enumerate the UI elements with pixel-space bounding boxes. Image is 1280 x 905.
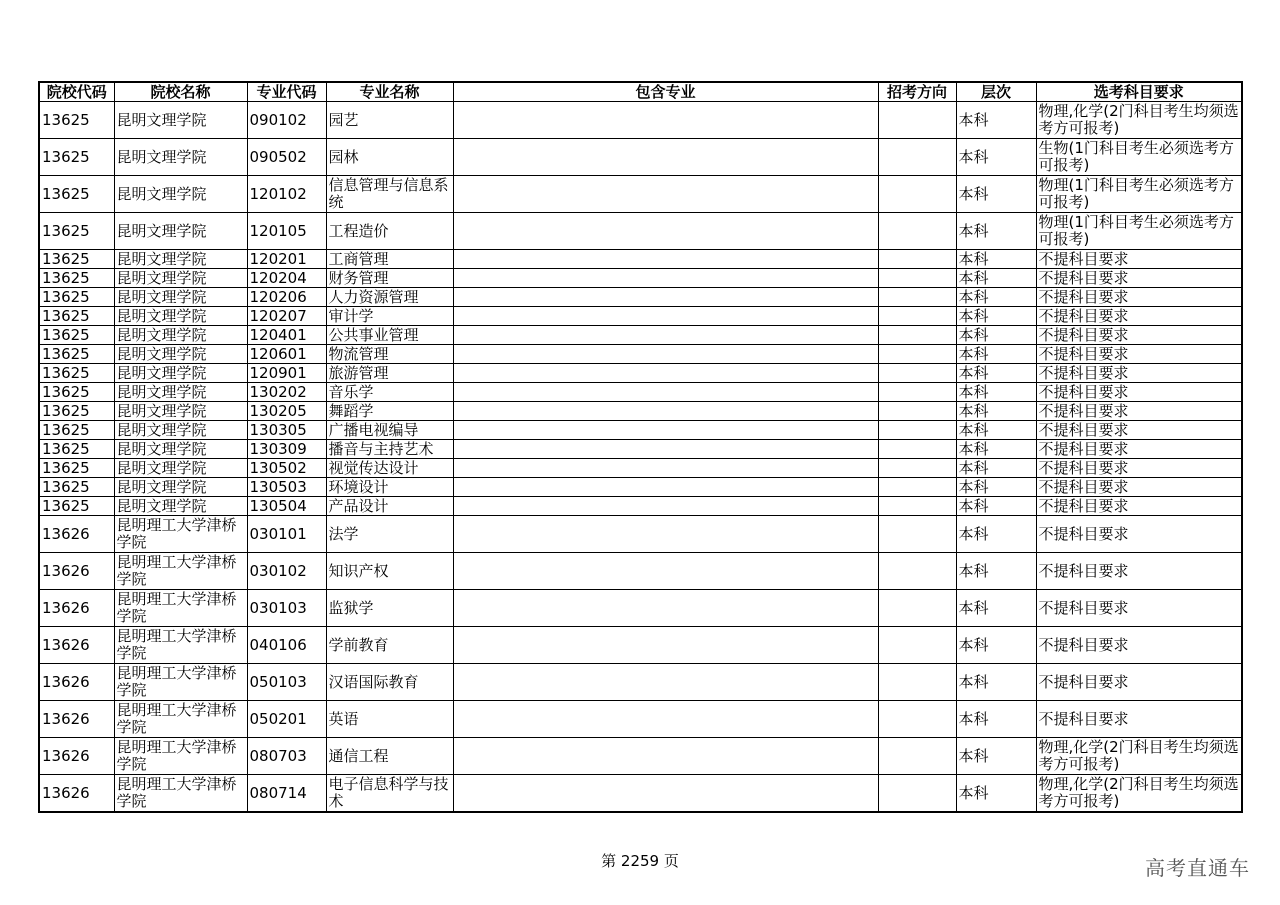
cell-level: 本科: [956, 516, 1036, 553]
cell-level: 本科: [956, 440, 1036, 459]
cell-subject-requirement: 不提科目要求: [1036, 590, 1242, 627]
table-row: [39, 288, 1242, 307]
cell-major-name: 电子信息科学与技术: [326, 775, 453, 813]
cell-direction: [878, 213, 956, 250]
table-row: [39, 269, 1242, 288]
cell-direction: [878, 664, 956, 701]
cell-major-name: 英语: [326, 701, 453, 738]
cell-school-code: 13625: [39, 102, 114, 139]
cell-school-name: 昆明文理学院: [114, 440, 247, 459]
cell-school-name: 昆明文理学院: [114, 497, 247, 516]
cell-direction: [878, 326, 956, 345]
cell-major-name: 园艺: [326, 102, 453, 139]
cell-included-majors: [453, 213, 878, 250]
cell-major-code: 120204: [247, 269, 326, 288]
cell-level: 本科: [956, 250, 1036, 269]
cell-included-majors: [453, 664, 878, 701]
table-row: [39, 421, 1242, 440]
cell-major-name: 舞蹈学: [326, 402, 453, 421]
header-subject-requirement: 选考科目要求: [1036, 82, 1242, 102]
cell-included-majors: [453, 288, 878, 307]
cell-major-name: 工程造价: [326, 213, 453, 250]
cell-major-code: 120207: [247, 307, 326, 326]
cell-subject-requirement: 生物(1门科目考生必须选考方可报考): [1036, 139, 1242, 176]
cell-major-code: 120105: [247, 213, 326, 250]
cell-included-majors: [453, 738, 878, 775]
cell-subject-requirement: 物理,化学(2门科目考生均须选考方可报考): [1036, 738, 1242, 775]
cell-major-code: 120401: [247, 326, 326, 345]
cell-school-code: 13625: [39, 326, 114, 345]
cell-major-code: 120102: [247, 176, 326, 213]
cell-school-code: 13625: [39, 288, 114, 307]
cell-level: 本科: [956, 497, 1036, 516]
cell-included-majors: [453, 440, 878, 459]
cell-included-majors: [453, 627, 878, 664]
cell-major-name: 旅游管理: [326, 364, 453, 383]
cell-major-name: 播音与主持艺术: [326, 440, 453, 459]
table-row: [39, 478, 1242, 497]
cell-subject-requirement: 不提科目要求: [1036, 627, 1242, 664]
table-row: [39, 139, 1242, 176]
table-row: [39, 364, 1242, 383]
cell-school-code: 13625: [39, 421, 114, 440]
cell-included-majors: [453, 459, 878, 478]
header-direction: 招考方向: [878, 82, 956, 102]
table-row: [39, 775, 1242, 813]
table-row: [39, 627, 1242, 664]
cell-major-code: 080703: [247, 738, 326, 775]
cell-direction: [878, 288, 956, 307]
cell-subject-requirement: 物理(1门科目考生必须选考方可报考): [1036, 176, 1242, 213]
cell-major-name: 法学: [326, 516, 453, 553]
cell-major-name: 知识产权: [326, 553, 453, 590]
cell-level: 本科: [956, 478, 1036, 497]
cell-included-majors: [453, 701, 878, 738]
cell-major-code: 120201: [247, 250, 326, 269]
header-school-code: 院校代码: [39, 82, 114, 102]
cell-major-code: 130309: [247, 440, 326, 459]
cell-major-code: 120206: [247, 288, 326, 307]
cell-school-code: 13625: [39, 176, 114, 213]
table-row: [39, 459, 1242, 478]
cell-major-code: 040106: [247, 627, 326, 664]
cell-level: 本科: [956, 176, 1036, 213]
cell-major-name: 物流管理: [326, 345, 453, 364]
cell-major-code: 120901: [247, 364, 326, 383]
cell-level: 本科: [956, 627, 1036, 664]
table-row: [39, 326, 1242, 345]
table-body: [39, 102, 1242, 813]
cell-school-name: 昆明文理学院: [114, 364, 247, 383]
cell-direction: [878, 250, 956, 269]
cell-included-majors: [453, 775, 878, 813]
cell-included-majors: [453, 402, 878, 421]
cell-direction: [878, 497, 956, 516]
table-row: [39, 102, 1242, 139]
cell-school-name: 昆明理工大学津桥学院: [114, 738, 247, 775]
cell-school-code: 13626: [39, 590, 114, 627]
cell-included-majors: [453, 553, 878, 590]
cell-included-majors: [453, 250, 878, 269]
cell-level: 本科: [956, 664, 1036, 701]
cell-school-code: 13625: [39, 269, 114, 288]
table-row: [39, 345, 1242, 364]
cell-school-name: 昆明理工大学津桥学院: [114, 590, 247, 627]
cell-subject-requirement: 不提科目要求: [1036, 383, 1242, 402]
cell-direction: [878, 345, 956, 364]
cell-major-name: 园林: [326, 139, 453, 176]
header-major-code: 专业代码: [247, 82, 326, 102]
table-row: [39, 440, 1242, 459]
cell-school-code: 13625: [39, 307, 114, 326]
table-row: [39, 553, 1242, 590]
cell-major-code: 130502: [247, 459, 326, 478]
cell-subject-requirement: 不提科目要求: [1036, 440, 1242, 459]
cell-major-code: 130305: [247, 421, 326, 440]
cell-level: 本科: [956, 421, 1036, 440]
cell-direction: [878, 516, 956, 553]
cell-school-code: 13625: [39, 459, 114, 478]
cell-school-name: 昆明理工大学津桥学院: [114, 775, 247, 813]
cell-direction: [878, 627, 956, 664]
cell-level: 本科: [956, 102, 1036, 139]
cell-school-code: 13626: [39, 627, 114, 664]
cell-included-majors: [453, 383, 878, 402]
cell-school-name: 昆明理工大学津桥学院: [114, 516, 247, 553]
cell-level: 本科: [956, 326, 1036, 345]
cell-subject-requirement: 不提科目要求: [1036, 288, 1242, 307]
cell-school-code: 13626: [39, 664, 114, 701]
cell-level: 本科: [956, 553, 1036, 590]
cell-level: 本科: [956, 738, 1036, 775]
cell-school-code: 13626: [39, 775, 114, 813]
cell-school-code: 13626: [39, 738, 114, 775]
cell-school-code: 13625: [39, 250, 114, 269]
cell-school-name: 昆明理工大学津桥学院: [114, 664, 247, 701]
cell-major-name: 学前教育: [326, 627, 453, 664]
cell-school-code: 13625: [39, 345, 114, 364]
cell-included-majors: [453, 102, 878, 139]
cell-school-name: 昆明文理学院: [114, 139, 247, 176]
cell-major-code: 130503: [247, 478, 326, 497]
cell-school-name: 昆明文理学院: [114, 459, 247, 478]
cell-included-majors: [453, 307, 878, 326]
cell-school-code: 13625: [39, 497, 114, 516]
cell-school-code: 13626: [39, 701, 114, 738]
table-row: [39, 250, 1242, 269]
cell-school-name: 昆明文理学院: [114, 176, 247, 213]
cell-level: 本科: [956, 701, 1036, 738]
cell-included-majors: [453, 326, 878, 345]
cell-direction: [878, 701, 956, 738]
header-level: 层次: [956, 82, 1036, 102]
cell-school-name: 昆明理工大学津桥学院: [114, 627, 247, 664]
cell-school-name: 昆明文理学院: [114, 213, 247, 250]
cell-school-code: 13625: [39, 383, 114, 402]
table-header-row: [39, 82, 1242, 102]
cell-level: 本科: [956, 590, 1036, 627]
cell-subject-requirement: 不提科目要求: [1036, 553, 1242, 590]
cell-major-code: 130205: [247, 402, 326, 421]
cell-direction: [878, 402, 956, 421]
cell-school-name: 昆明文理学院: [114, 402, 247, 421]
cell-school-name: 昆明文理学院: [114, 383, 247, 402]
cell-level: 本科: [956, 775, 1036, 813]
cell-major-name: 汉语国际教育: [326, 664, 453, 701]
cell-included-majors: [453, 421, 878, 440]
table-row: [39, 383, 1242, 402]
table-row: [39, 516, 1242, 553]
cell-major-name: 公共事业管理: [326, 326, 453, 345]
cell-subject-requirement: 不提科目要求: [1036, 421, 1242, 440]
table-row: [39, 664, 1242, 701]
cell-major-name: 视觉传达设计: [326, 459, 453, 478]
cell-level: 本科: [956, 269, 1036, 288]
cell-subject-requirement: 不提科目要求: [1036, 497, 1242, 516]
cell-major-name: 产品设计: [326, 497, 453, 516]
cell-direction: [878, 738, 956, 775]
cell-school-name: 昆明文理学院: [114, 478, 247, 497]
cell-subject-requirement: 物理,化学(2门科目考生均须选考方可报考): [1036, 102, 1242, 139]
cell-major-code: 030102: [247, 553, 326, 590]
cell-school-code: 13626: [39, 553, 114, 590]
cell-direction: [878, 383, 956, 402]
cell-included-majors: [453, 269, 878, 288]
cell-direction: [878, 139, 956, 176]
table-row: [39, 701, 1242, 738]
cell-subject-requirement: 不提科目要求: [1036, 478, 1242, 497]
cell-subject-requirement: 不提科目要求: [1036, 269, 1242, 288]
cell-major-code: 050201: [247, 701, 326, 738]
cell-direction: [878, 364, 956, 383]
cell-major-code: 030101: [247, 516, 326, 553]
cell-major-code: 130202: [247, 383, 326, 402]
cell-major-code: 090102: [247, 102, 326, 139]
cell-school-name: 昆明文理学院: [114, 102, 247, 139]
cell-level: 本科: [956, 364, 1036, 383]
cell-level: 本科: [956, 383, 1036, 402]
table-row: [39, 176, 1242, 213]
cell-subject-requirement: 不提科目要求: [1036, 345, 1242, 364]
watermark-text: 高考直通车: [1145, 856, 1250, 880]
cell-major-name: 音乐学: [326, 383, 453, 402]
cell-included-majors: [453, 478, 878, 497]
cell-major-name: 人力资源管理: [326, 288, 453, 307]
cell-direction: [878, 176, 956, 213]
cell-direction: [878, 307, 956, 326]
cell-school-code: 13626: [39, 516, 114, 553]
table-row: [39, 590, 1242, 627]
cell-major-name: 信息管理与信息系统: [326, 176, 453, 213]
cell-included-majors: [453, 176, 878, 213]
cell-school-code: 13625: [39, 478, 114, 497]
cell-level: 本科: [956, 213, 1036, 250]
admissions-table: [38, 81, 1243, 813]
cell-subject-requirement: 不提科目要求: [1036, 516, 1242, 553]
cell-major-name: 广播电视编导: [326, 421, 453, 440]
cell-major-name: 监狱学: [326, 590, 453, 627]
cell-level: 本科: [956, 459, 1036, 478]
cell-level: 本科: [956, 288, 1036, 307]
cell-major-name: 财务管理: [326, 269, 453, 288]
table-row: [39, 402, 1242, 421]
cell-major-name: 工商管理: [326, 250, 453, 269]
table-row: [39, 307, 1242, 326]
cell-level: 本科: [956, 402, 1036, 421]
cell-school-name: 昆明文理学院: [114, 345, 247, 364]
cell-school-name: 昆明文理学院: [114, 326, 247, 345]
cell-direction: [878, 590, 956, 627]
cell-subject-requirement: 不提科目要求: [1036, 701, 1242, 738]
cell-school-name: 昆明理工大学津桥学院: [114, 553, 247, 590]
cell-subject-requirement: 不提科目要求: [1036, 326, 1242, 345]
cell-school-name: 昆明文理学院: [114, 421, 247, 440]
cell-subject-requirement: 不提科目要求: [1036, 402, 1242, 421]
cell-school-name: 昆明文理学院: [114, 250, 247, 269]
cell-direction: [878, 421, 956, 440]
header-school-name: 院校名称: [114, 82, 247, 102]
cell-subject-requirement: 不提科目要求: [1036, 250, 1242, 269]
cell-included-majors: [453, 497, 878, 516]
table-row: [39, 213, 1242, 250]
header-included-majors: 包含专业: [453, 82, 878, 102]
cell-school-code: 13625: [39, 440, 114, 459]
cell-major-code: 050103: [247, 664, 326, 701]
cell-direction: [878, 102, 956, 139]
cell-direction: [878, 440, 956, 459]
cell-major-code: 130504: [247, 497, 326, 516]
cell-major-name: 通信工程: [326, 738, 453, 775]
cell-major-code: 030103: [247, 590, 326, 627]
cell-subject-requirement: 不提科目要求: [1036, 364, 1242, 383]
cell-subject-requirement: 不提科目要求: [1036, 459, 1242, 478]
cell-school-code: 13625: [39, 213, 114, 250]
cell-school-code: 13625: [39, 402, 114, 421]
cell-major-name: 环境设计: [326, 478, 453, 497]
cell-level: 本科: [956, 139, 1036, 176]
cell-direction: [878, 269, 956, 288]
cell-subject-requirement: 物理,化学(2门科目考生均须选考方可报考): [1036, 775, 1242, 813]
cell-direction: [878, 553, 956, 590]
cell-subject-requirement: 不提科目要求: [1036, 307, 1242, 326]
cell-major-code: 080714: [247, 775, 326, 813]
cell-school-name: 昆明文理学院: [114, 269, 247, 288]
cell-direction: [878, 459, 956, 478]
cell-included-majors: [453, 139, 878, 176]
cell-included-majors: [453, 590, 878, 627]
cell-subject-requirement: 物理(1门科目考生必须选考方可报考): [1036, 213, 1242, 250]
cell-included-majors: [453, 364, 878, 383]
cell-direction: [878, 478, 956, 497]
cell-major-name: 审计学: [326, 307, 453, 326]
cell-major-code: 120601: [247, 345, 326, 364]
page-number: 第 2259 页: [601, 852, 679, 870]
cell-level: 本科: [956, 345, 1036, 364]
cell-subject-requirement: 不提科目要求: [1036, 664, 1242, 701]
table-row: [39, 738, 1242, 775]
cell-school-name: 昆明理工大学津桥学院: [114, 701, 247, 738]
cell-school-code: 13625: [39, 139, 114, 176]
cell-school-code: 13625: [39, 364, 114, 383]
cell-direction: [878, 775, 956, 813]
cell-included-majors: [453, 345, 878, 364]
header-major-name: 专业名称: [326, 82, 453, 102]
cell-major-code: 090502: [247, 139, 326, 176]
cell-school-name: 昆明文理学院: [114, 307, 247, 326]
cell-level: 本科: [956, 307, 1036, 326]
cell-school-name: 昆明文理学院: [114, 288, 247, 307]
cell-included-majors: [453, 516, 878, 553]
table-row: [39, 497, 1242, 516]
